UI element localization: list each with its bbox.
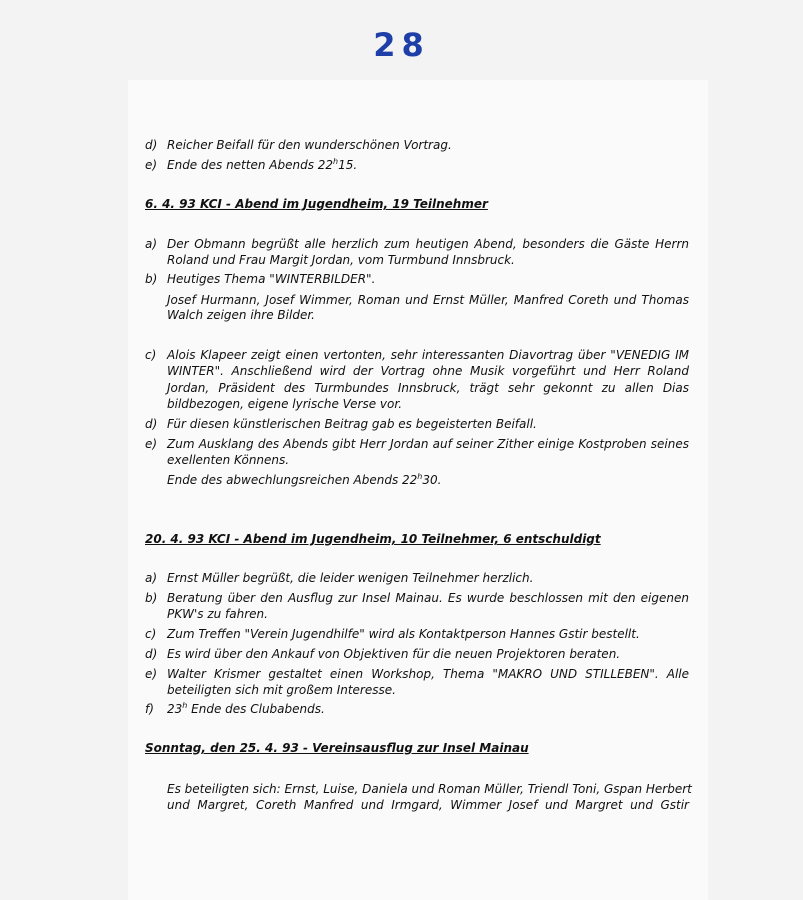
- section-heading: 6. 4. 93 KCI - Abend im Jugendheim, 19 Teilnehmer: [145, 197, 488, 211]
- text-line: bildbezogen, eigene lyrische Verse vor.: [167, 397, 403, 411]
- item-text: Heutiges Thema "WINTERBILDER".: [167, 272, 376, 286]
- item-text: Der Obmann begrüßt alle herzlich zum heutigen Abend, besonders die Gäste Herrn: [167, 237, 689, 251]
- item-marker: c): [145, 627, 157, 641]
- text-line: und Margret, Coreth Manfred und Irmgard, Wimmer Josef und Margret und Gstir: [167, 798, 689, 812]
- item-marker: e): [145, 667, 158, 681]
- item-marker: a): [145, 237, 158, 251]
- item-text: Ernst Müller begrüßt, die leider wenigen Teilnehmer herzlich.: [167, 571, 534, 585]
- page-number: 28: [373, 26, 430, 64]
- item-marker: e): [145, 158, 158, 172]
- text-line: Walch zeigen ihre Bilder.: [167, 308, 315, 322]
- item-marker: b): [145, 591, 158, 605]
- item-marker: d): [145, 647, 158, 661]
- text-line: Jordan, Präsident des Turmbundes Innsbruck, trägt sehr gekonnt zu allen Dias: [167, 381, 689, 395]
- item-text: 23$^h$ Ende des Clubabends.: [167, 701, 325, 716]
- item-text: Für diesen künstlerischen Beitrag gab es begeisterten Beifall.: [167, 417, 537, 431]
- item-marker: a): [145, 571, 158, 585]
- item-text: Es wird über den Ankauf von Objektiven für die neuen Projektoren beraten.: [167, 647, 621, 661]
- section-heading: 20. 4. 93 KCI - Abend im Jugendheim, 10 Teilnehmer, 6 entschuldigt: [145, 532, 601, 546]
- item-text: Beratung über den Ausflug zur Insel Mainau. Es wurde beschlossen mit den eigenen: [167, 591, 689, 605]
- item-marker: b): [145, 272, 158, 286]
- text-line: Es beteiligten sich: Ernst, Luise, Daniela und Roman Müller, Triendl Toni, Gspan Herbert: [167, 782, 692, 796]
- text-line: Josef Hurmann, Josef Wimmer, Roman und Ernst Müller, Manfred Coreth und Thomas: [167, 293, 689, 307]
- text-line: Ende des abwechlungsreichen Abends 22$^h$30.: [167, 472, 442, 487]
- text-line: beteiligten sich mit großem Interesse.: [167, 683, 396, 697]
- item-marker: d): [145, 138, 158, 152]
- item-marker: f): [145, 702, 154, 716]
- text-line: PKW's zu fahren.: [167, 607, 268, 621]
- item-text: Zum Treffen "Verein Jugendhilfe" wird als Kontaktperson Hannes Gstir bestellt.: [167, 627, 640, 641]
- item-marker: d): [145, 417, 158, 431]
- item-text: Reicher Beifall für den wunderschönen Vortrag.: [167, 138, 452, 152]
- text-line: WINTER". Anschließend wird der Vortrag ohne Musik vorgeführt und Herr Roland: [167, 364, 689, 378]
- item-marker: c): [145, 348, 157, 362]
- text-line: exellenten Könnens.: [167, 453, 290, 467]
- item-text: Zum Ausklang des Abends gibt Herr Jordan auf seiner Zither einige Kostproben seines: [167, 437, 689, 451]
- item-text: Alois Klapeer zeigt einen vertonten, sehr interessanten Diavortrag über "VENEDIG IM: [167, 348, 689, 362]
- item-text: Ende des netten Abends 22$^h$15.: [167, 157, 358, 172]
- section-heading: Sonntag, den 25. 4. 93 - Vereinsausflug zur Insel Mainau: [145, 741, 529, 755]
- item-marker: e): [145, 437, 158, 451]
- text-line: Roland und Frau Margit Jordan, vom Turmbund Innsbruck.: [167, 253, 515, 267]
- item-text: Walter Krismer gestaltet einen Workshop, Thema "MAKRO UND STILLEBEN". Alle: [167, 667, 689, 681]
